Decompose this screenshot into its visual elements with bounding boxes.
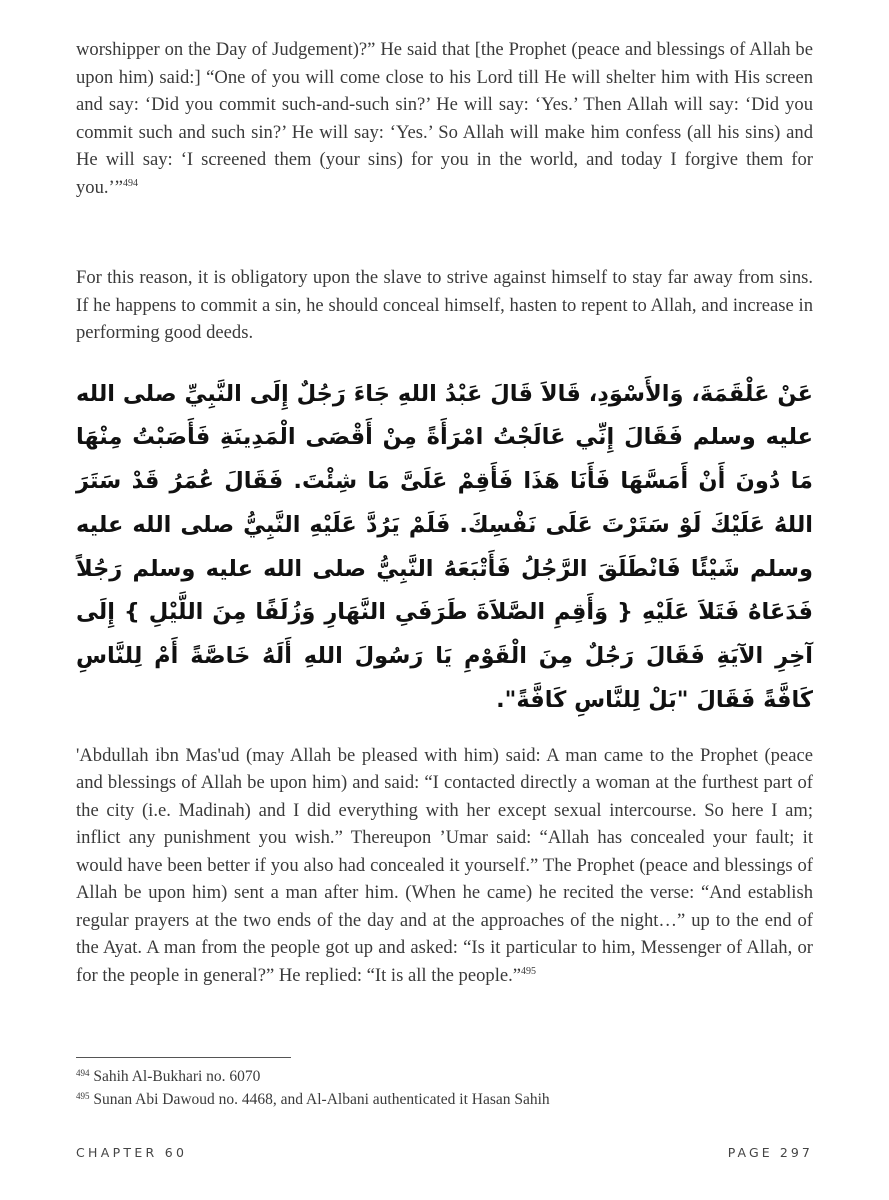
arabic-hadith-text: عَنْ عَلْقَمَةَ، وَالأَسْوَدِ، قَالاَ قَالَ عَبْدُ اللهِ جَاءَ رَجُلٌ إِلَى النَّبِيِّ صلى الله عليه وسلم فَقَالَ إِنِّي عَالَجْتُ امْرَأَةً مِنْ أَقْصَى الْمَدِينَةِ فَأَصَبْتُ مِنْهَا مَا دُونَ أَنْ أَمَسَّهَا فَأَنَا هَذَا فَأَقِمْ عَلَىَّ مَا شِئْتَ. فَقَالَ عُمَرُ قَدْ سَتَرَ اللهُ عَلَيْكَ لَوْ سَتَرْتَ عَلَى نَفْسِكَ. فَلَمْ يَرُدَّ عَلَيْهِ النَّبِيُّ صلى الله عليه وسلم شَيْئًا فَانْطَلَقَ الرَّجُلُ فَأَتْبَعَهُ النَّبِيُّ صلى الله عليه وسلم رَجُلاً فَدَعَاهُ فَتَلاَ عَلَيْهِ { وَأَقِمِ الصَّلاَةَ طَرَفَىِ النَّهَارِ وَزُلَفًا مِنَ اللَّيْلِ } إِلَى آخِرِ الآيَةِ فَقَالَ رَجُلٌ مِنَ الْقَوْمِ يَا رَسُولَ اللهِ أَلَهُ خَاصَّةً أَمْ لِلنَّاسِ كَافَّةً فَقَالَ "بَلْ لِلنَّاسِ كَافَّةً".: [76, 380, 813, 714]
paragraph-text: 'Abdullah ibn Mas'ud (may Allah be pleased with him) said: A man came to the Prophet (peace and blessings of Allah be upon him) and said: “I contacted directly a woman at the furthest part of the city (i.e. Madinah) and I did everything with her except sexual intercourse. So here I am; inflict any punishment you wish.” Thereupon ’Umar said: “Allah has concealed your fault; it would have been better if you also had concealed it yourself.” The Prophet (peace and blessings of Allah be upon him) sent a man after him. (When he came) he recited the verse: “And establish regular prayers at the two ends of the day and at the approaches of the night…” up to the end of the Ayat. A man from the people got up and asked: “Is it particular to him, Messenger of Allah, or for the people in general?” He replied: “It is all the people.”: [76, 744, 813, 986]
footnote-divider: [76, 1057, 291, 1058]
footnote-ref-495: 495: [521, 965, 537, 977]
footnote-number: 494: [76, 1068, 90, 1078]
footnote-number: 495: [76, 1090, 90, 1101]
footnote-text: Sunan Abi Dawoud no. 4468, and Al-Albani authenticated it Hasan Sahih: [89, 1090, 550, 1108]
paragraph-text: worshipper on the Day of Judgement)?” He said that [the Prophet (peace and blessings of Allah be upon him) said:] “One of you will come close to his Lord till He will shelter him with His screen and say: ‘Did you commit such-and-such sin?’ He will say: ‘Yes.’ Then Allah will say: ‘Did you commit such and such sin?’ He will say: ‘Yes.’ So Allah will make him confess (all his sins) and He will say: ‘I screened them (your sins) for you in the world, and today I forgive them for you.’”: [76, 39, 813, 198]
footer-page-number: PAGE 297: [727, 1145, 813, 1160]
paragraph-commentary: For this reason, it is obligatory upon the slave to strive against himself to stay far away from sins. If he happens to commit a sin, he should conceal himself, hasten to repent to Allah, and increase in performing good deeds.: [76, 267, 813, 343]
footer-chapter: CHAPTER 60: [76, 1145, 188, 1160]
footnote-ref-494: 494: [122, 177, 138, 189]
footnote-item: [76, 1089, 813, 1112]
paragraph-hadith-translation: [76, 742, 813, 990]
paragraph-hadith-conclusion: [76, 36, 813, 201]
footnote-item: [76, 1066, 813, 1089]
footnotes: [76, 1066, 813, 1111]
page-body: [76, 36, 813, 989]
footnote-text: Sahih Al-Bukhari no. 6070: [89, 1068, 261, 1085]
